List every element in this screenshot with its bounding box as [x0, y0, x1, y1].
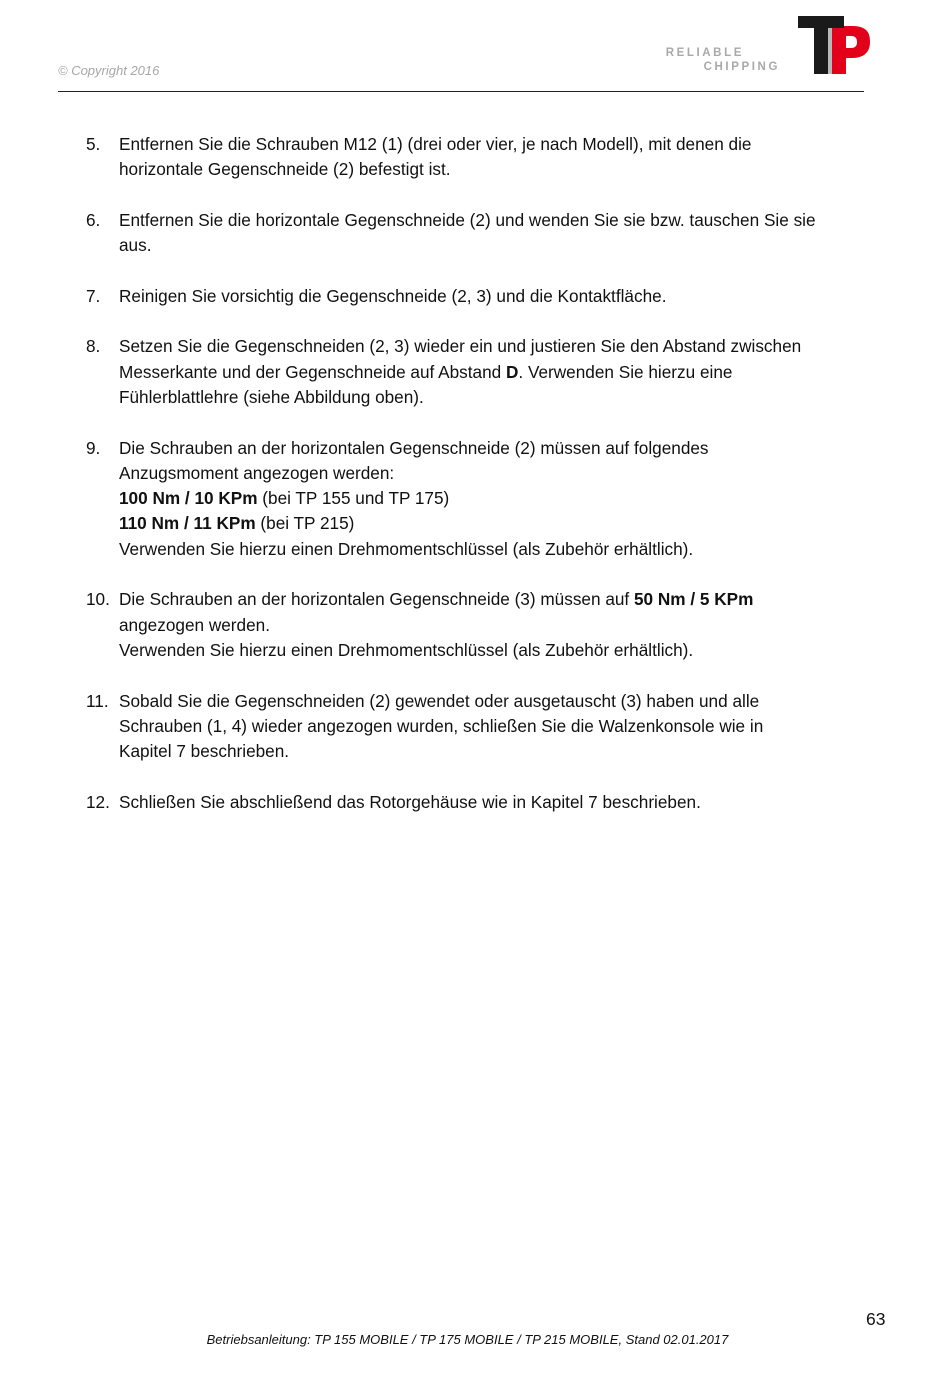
step-line	[119, 739, 886, 764]
step-text	[119, 689, 886, 765]
step-line	[119, 511, 886, 536]
step-number: 7.	[86, 285, 101, 306]
step-line	[119, 714, 886, 739]
text-segment: Sobald Sie die Gegenschneiden (2) gewendet oder ausgetauscht (3) haben und alle	[119, 690, 760, 711]
step-item	[86, 208, 886, 259]
bold-value: 110 Nm / 11 KPm	[119, 513, 256, 534]
step-item	[86, 334, 886, 410]
step-text	[119, 334, 886, 410]
step-line	[119, 385, 886, 410]
bold-value: 50 Nm / 5 KPm	[634, 589, 754, 610]
step-item	[86, 587, 886, 663]
step-line	[119, 638, 886, 663]
copyright-notice: © Copyright 2016	[58, 63, 160, 78]
step-item	[86, 790, 886, 815]
step-line	[119, 790, 886, 815]
text-segment: . Verwenden Sie hierzu eine	[518, 361, 733, 382]
bold-value: 100 Nm / 10 KPm	[119, 488, 258, 509]
step-item	[86, 436, 886, 562]
bold-value: D	[505, 361, 519, 382]
text-segment: Schließen Sie abschließend das Rotorgehäuse wie in Kapitel 7 beschrieben.	[119, 791, 701, 812]
step-line	[119, 157, 886, 182]
page-number: 63	[866, 1309, 886, 1329]
step-item	[86, 284, 886, 309]
step-item	[86, 132, 886, 183]
text-segment: Entfernen Sie die horizontale Gegenschneide (2) und wenden Sie sie bzw. tauschen Sie sie	[119, 209, 816, 230]
text-segment: Die Schrauben an der horizontalen Gegenschneide (2) müssen auf folgendes	[119, 437, 709, 458]
text-segment: (bei TP 155 und TP 175)	[257, 488, 450, 509]
brand-tagline	[640, 46, 780, 74]
step-line	[119, 334, 886, 359]
step-number: 8.	[86, 336, 101, 357]
step-line	[119, 132, 886, 157]
tagline-line-1: RELIABLE	[665, 47, 744, 59]
step-number: 11.	[86, 690, 109, 711]
step-line	[119, 461, 886, 486]
text-segment: Messerkante und der Gegenschneide auf Abstand	[119, 361, 506, 382]
step-line	[119, 689, 886, 714]
text-segment: angezogen werden.	[119, 614, 270, 635]
step-number: 12.	[86, 791, 110, 812]
step-text	[119, 132, 886, 183]
step-item	[86, 689, 886, 765]
text-segment: Reinigen Sie vorsichtig die Gegenschneide (2, 3) und die Kontaktfläche.	[119, 285, 667, 306]
text-segment: Fühlerblattlehre (siehe Abbildung oben).	[119, 386, 424, 407]
text-segment: aus.	[119, 235, 152, 256]
text-segment: horizontale Gegenschneide (2) befestigt ist.	[119, 159, 451, 180]
text-segment: Kapitel 7 beschrieben.	[119, 741, 290, 762]
step-line	[119, 233, 886, 258]
step-text	[119, 436, 886, 562]
step-number: 6.	[86, 209, 101, 230]
header-divider	[58, 91, 864, 92]
step-line	[119, 486, 886, 511]
step-text	[119, 284, 886, 309]
step-line	[119, 537, 886, 562]
step-number: 5.	[86, 134, 101, 154]
step-text	[119, 587, 886, 663]
instruction-steps	[86, 132, 886, 840]
step-number: 10.	[86, 589, 110, 610]
tagline-line-2: CHIPPING	[703, 61, 780, 73]
text-segment: Schrauben (1, 4) wieder angezogen wurden, schließen Sie die Walzenkonsole wie in	[119, 715, 764, 736]
step-number: 9.	[86, 437, 101, 458]
text-segment: Die Schrauben an der horizontalen Gegenschneide (3) müssen auf	[119, 589, 634, 610]
logo-t-stem	[814, 16, 828, 74]
step-line	[119, 284, 886, 309]
step-line	[119, 587, 886, 612]
text-segment: Setzen Sie die Gegenschneiden (2, 3) wieder ein und justieren Sie den Abstand zwischen	[119, 336, 802, 357]
text-segment: (bei TP 215)	[255, 513, 355, 534]
step-text	[119, 790, 886, 815]
step-line	[119, 436, 886, 461]
logo-p-bowl	[834, 26, 870, 58]
text-segment: Verwenden Sie hierzu einen Drehmomentschlüssel (als Zubehör erhältlich).	[119, 639, 694, 660]
step-line	[119, 613, 886, 638]
step-line	[119, 208, 886, 233]
step-line	[119, 360, 886, 385]
text-segment: Verwenden Sie hierzu einen Drehmomentschlüssel (als Zubehör erhältlich).	[119, 538, 694, 559]
step-text	[119, 208, 886, 259]
text-segment: Anzugsmoment angezogen werden:	[119, 462, 395, 483]
tp-logo	[794, 12, 870, 76]
text-segment: Entfernen Sie die Schrauben M12 (1) (drei oder vier, je nach Modell), mit denen die	[119, 134, 752, 154]
footer-document-info: Betriebsanleitung: TP 155 MOBILE / TP 175 MOBILE / TP 215 MOBILE, Stand 02.01.2017	[206, 1332, 729, 1347]
